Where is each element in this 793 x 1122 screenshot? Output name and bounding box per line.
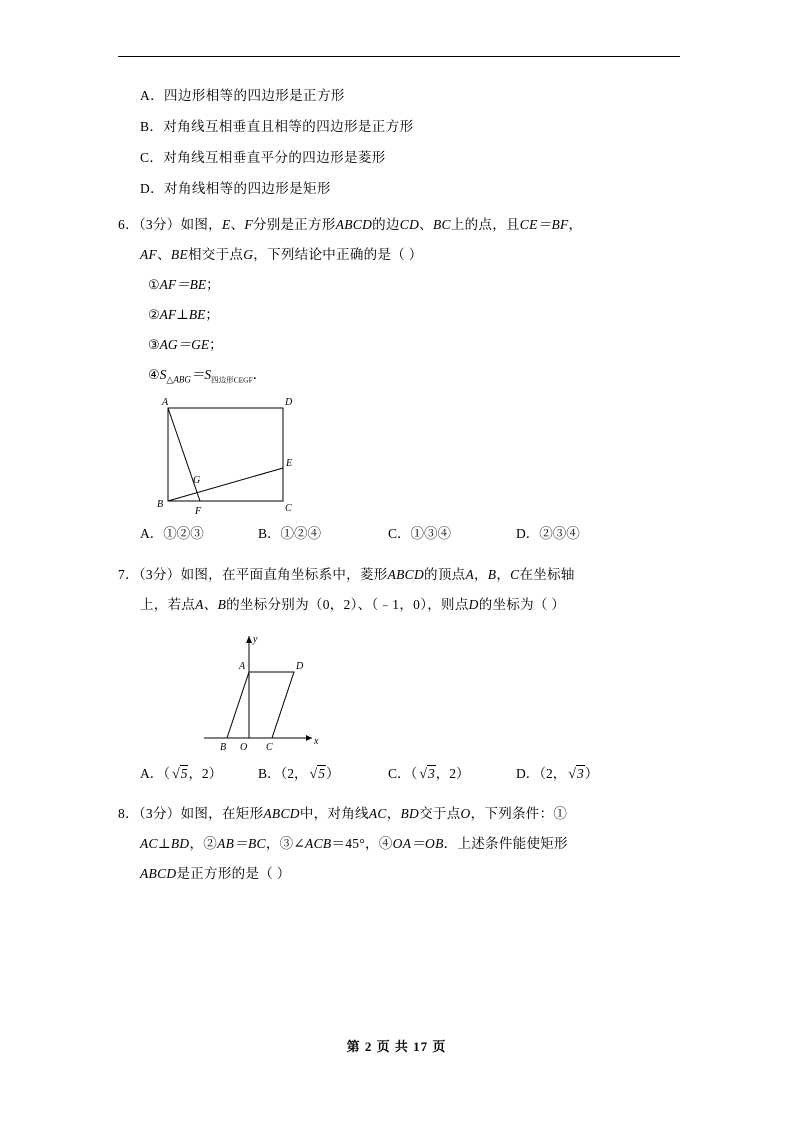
q7-stem-b: B <box>487 566 497 582</box>
q6-item-1-expr: AF＝BE <box>159 277 207 292</box>
header-rule <box>118 56 680 57</box>
q6-marks: （3分） <box>138 217 181 232</box>
q8-number: 8 <box>118 805 126 821</box>
q6-item-2-num: ② <box>148 307 160 322</box>
svg-text:O: O <box>240 741 248 750</box>
q8-line2-2: ，② <box>189 835 218 851</box>
svg-text:C: C <box>266 741 273 750</box>
q6-stem-10: ，下列结论中正确的是（ ） <box>253 247 423 262</box>
q6-item-3 <box>118 330 680 360</box>
q6-item-1-num: ① <box>148 277 160 292</box>
q6-stem-5: 、 <box>419 217 433 232</box>
q6-item-4-tail: ． <box>252 367 267 382</box>
q6-stem-af: AF <box>140 247 158 262</box>
q7-marks: （3分） <box>138 566 181 582</box>
q5-option-b: B．对角线互相垂直且相等的四边形是正方形 <box>140 119 414 134</box>
q7-choice-d-tail: ） <box>584 765 599 781</box>
q7-stem-c: C <box>510 566 520 582</box>
q6-item-1 <box>118 270 680 300</box>
q6-choice-d[interactable]: D．②③④ <box>516 525 580 541</box>
svg-text:D: D <box>285 396 293 408</box>
question-8: 8．（3分）如图，在矩形ABCD中，对角线AC，BD交于点O，下列条件：① AC⊥BD，②AB＝BC，③∠ACB＝45°，④OA＝OB．上述条件能使矩形 ABCD是正方形的是（ ） <box>118 805 568 881</box>
q7-choice-a-radicand: 5 <box>180 765 188 781</box>
q6-item-1-tail: ； <box>206 277 220 292</box>
q6-stem-1: 如图， <box>180 217 222 232</box>
q7-stem-abcd: ABCD <box>387 566 425 582</box>
svg-text:E: E <box>286 457 293 469</box>
q8-stem-3: ， <box>386 805 401 821</box>
q6-stem-abcd: ABCD <box>335 217 373 232</box>
q7-choice-a-tail: ，2） <box>188 765 223 781</box>
q8-line2-1: AC⊥BD <box>140 835 190 851</box>
q5-option-a: A．四边形相等的四边形是正方形 <box>140 88 345 103</box>
q7-choices <box>118 760 680 789</box>
q7-stem-6: 上，若点 <box>140 596 196 612</box>
q6-item-3-tail: ； <box>209 337 223 352</box>
q7-choice-a[interactable]: A．（ √5，2） <box>140 765 223 782</box>
q6-choices <box>118 520 680 548</box>
q6-choice-b[interactable]: B．①②④ <box>258 525 322 541</box>
q8-line2-7: OA＝OB <box>392 835 444 851</box>
q7-choice-d-radicand: 3 <box>576 765 584 781</box>
q6-stem-g: G <box>243 247 254 262</box>
q6-item-4-mid: ＝S <box>190 367 212 382</box>
q6-stem-6: 上的点，且 <box>450 217 520 232</box>
page-content <box>118 80 680 889</box>
q7-stem-2: 的顶点 <box>424 566 466 582</box>
q8-line2-4: ，③∠ <box>265 835 306 851</box>
q7-stem-7: 、 <box>203 596 218 612</box>
svg-text:D: D <box>296 660 304 672</box>
q6-item-2-expr: AF⊥BE <box>159 307 206 322</box>
q6-number: 6 <box>118 217 126 232</box>
q7-choice-c-radicand: 3 <box>427 765 435 781</box>
q6-item-4-num: ④ <box>148 367 160 382</box>
q6-stem-3: 分别是正方形 <box>252 217 336 232</box>
q6-figure <box>118 396 680 516</box>
q8-line3-1: ABCD <box>140 865 177 881</box>
svg-text:B: B <box>220 741 227 750</box>
page-footer: 第 2 页 共 17 页 <box>346 1039 447 1054</box>
q6-item-2 <box>118 300 680 330</box>
q7-stem-8: 的坐标分别为（0，2）、（﹣1，0），则点 <box>226 596 469 612</box>
q8-line2-6: ＝45°，④ <box>331 835 393 851</box>
q8-line2-8: ．上述条件能使矩形 <box>443 835 568 851</box>
q7-choice-c-label: C．（ <box>388 765 418 781</box>
q6-stem-7: ， <box>568 217 583 232</box>
q7-figure <box>118 620 680 750</box>
q7-number: 7 <box>118 566 126 582</box>
q8-line3-2: 是正方形的是（ ） <box>176 865 291 881</box>
q8-stem-5: ，下列条件：① <box>470 805 568 821</box>
q6-choice-c[interactable]: C．①③④ <box>388 525 452 541</box>
q6-item-4-sub2: 四边形CEGF <box>211 375 253 385</box>
svg-text:F: F <box>195 505 202 516</box>
question-6: 6．（3分）如图，E、F分别是正方形ABCD的边CD、BC上的点，且CE＝BF， AF、BE相交于点G，下列结论中正确的是（ ） <box>118 217 583 262</box>
q6-stem-4: 的边 <box>372 217 400 232</box>
svg-text:A: A <box>162 396 169 408</box>
q7-choice-b-label: B．（2， <box>258 765 308 781</box>
q7-stem-1: 如图，在平面直角坐标系中，菱形 <box>180 566 388 582</box>
q5-option-d: D．对角线相等的四边形是矩形 <box>140 181 331 196</box>
q6-stem-cebf: CE＝BF <box>519 217 569 232</box>
q7-stem-d: D <box>468 596 479 612</box>
q8-stem-o: O <box>460 805 471 821</box>
q8-line2-3: AB＝BC <box>217 835 266 851</box>
q7-choice-d-label: D．（2， <box>516 765 567 781</box>
q6-stem-cd: CD <box>399 217 420 232</box>
q8-stem-bd: BD <box>400 805 420 821</box>
q8-stem-abcd: ABCD <box>263 805 300 821</box>
svg-text:B: B <box>157 498 164 510</box>
q6-stem-bc: BC <box>432 217 451 232</box>
q8-line2-5: ACB <box>305 835 332 851</box>
svg-text:C: C <box>285 502 292 514</box>
q7-stem-5: 在坐标轴 <box>519 566 575 582</box>
q6-item-4-sub1: △ABG <box>166 374 191 385</box>
q6-stem-8: 、 <box>157 247 171 262</box>
q6-item-3-num: ③ <box>148 337 160 352</box>
q6-item-2-tail: ； <box>205 307 219 322</box>
q5-option-c: C．对角线互相垂直平分的四边形是菱形 <box>140 150 386 165</box>
q7-choice-c[interactable]: C．（ √3，2） <box>388 765 470 782</box>
q6-stem-2: 、 <box>230 217 245 232</box>
q7-choice-c-tail: ，2） <box>435 765 470 781</box>
svg-text:x: x <box>314 735 319 747</box>
q6-stem-be: BE <box>170 247 188 262</box>
q6-stem-9: 相交于点 <box>188 247 244 262</box>
q6-stem-e: E <box>221 217 231 232</box>
q7-choice-d[interactable]: D．（2， √3） <box>516 765 599 782</box>
question-7: 7．（3分）如图，在平面直角坐标系中，菱形ABCD的顶点A，B，C在坐标轴 上，若点A、B的坐标分别为（0，2）、（﹣1，0），则点D的坐标为（ ） <box>118 566 575 612</box>
q7-stem-3: ， <box>473 566 488 582</box>
q6-choice-a[interactable]: A．①②③ <box>140 525 204 541</box>
q7-choice-a-label: A．（ <box>140 765 170 781</box>
q7-choice-b-tail: ） <box>325 765 340 781</box>
q6-item-3-expr: AG＝GE <box>159 337 210 352</box>
q6-stem-f: F <box>244 217 253 232</box>
q7-choice-b[interactable]: B．（2， √5） <box>258 765 340 782</box>
q8-stem-2: 中，对角线 <box>299 805 369 821</box>
q6-item-4-expr: S <box>159 367 167 382</box>
q7-stem-a: A <box>465 566 474 582</box>
q7-stem-a2: A <box>195 596 204 612</box>
svg-text:A: A <box>239 660 246 672</box>
q7-stem-4: ， <box>496 566 511 582</box>
q7-stem-b2: B <box>217 596 227 612</box>
q8-marks: （3分） <box>138 805 181 821</box>
q7-choice-b-radicand: 5 <box>318 765 325 781</box>
svg-text:y: y <box>253 633 258 645</box>
q7-stem-9: 的坐标为（ ） <box>478 596 566 612</box>
svg-text:G: G <box>193 474 201 486</box>
q8-stem-ac: AC <box>368 805 387 821</box>
q8-stem-1: 如图，在矩形 <box>180 805 264 821</box>
q8-stem-4: 交于点 <box>419 805 461 821</box>
q6-item-4 <box>118 360 680 396</box>
